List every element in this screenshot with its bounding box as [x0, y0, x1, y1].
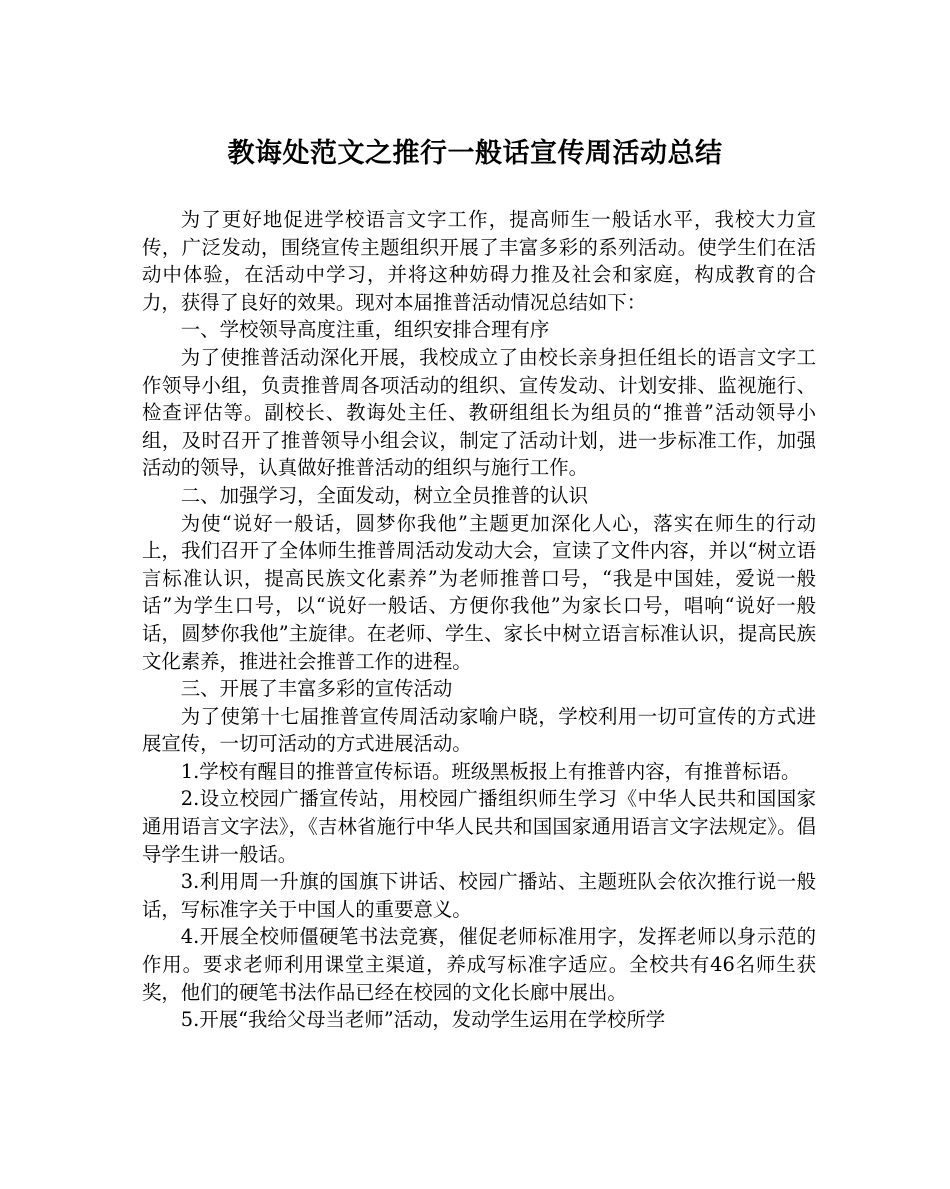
- paragraph-section-2: 为使“说好一般话，圆梦你我他”主题更加深化人心，落实在师生的行动上，我们召开了全体师生推普周活动发动大会，宣读了文件内容，并以“树立语言标准认识，提高民族文化素养”为老师推普口号，“我是中国娃，爱说一般话”为学生口号，以“说好一般话、方便你我他”为家长口号，唱响“说好一般话，圆梦你我他”主旋律。在老师、学生、家长中树立语言标准认识，提高民族文化素养，推进社会推普工作的进程。: [142, 511, 816, 673]
- list-item-5: 5.开展“我给父母当老师”活动，发动学生运用在学校所学: [180, 1008, 666, 1032]
- list-item-2: 2.设立校园广播宣传站，用校园广播组织师生学习《中华人民共和国国家通用语言文字法》，《吉林省施行中华人民共和国国家通用语言文字法规定》。倡导学生讲一般话。: [142, 787, 816, 866]
- paragraph-section-3: 为了使第十七届推普宣传周活动家喻户晓，学校利用一切可宣传的方式进展宣传，一切可活动的方式进展活动。: [142, 704, 816, 756]
- paragraph-intro: 为了更好地促进学校语言文字工作，提高师生一般话水平，我校大力宣传，广泛发动，围绕宣传主题组织开展了丰富多彩的系列活动。使学生们在活动中体验，在活动中学习，并将这种妨碍力推及社会和家庭，构成教育的合力，获得了良好的效果。现对本届推普活动情况总结如下：: [142, 208, 816, 314]
- document-title: 教诲处范文之推行一般话宣传周活动总结: [227, 138, 723, 169]
- list-item-1: 1.学校有醒目的推普宣传标语。班级黑板报上有推普内容，有推普标语。: [180, 759, 801, 783]
- section-heading-2: 二、加强学习，全面发动，树立全员推普的认识: [180, 483, 588, 507]
- document-body: [142, 206, 816, 1034]
- list-item-4: 4.开展全校师僵硬笔书法竞赛，催促老师标准用字，发挥老师以身示范的作用。要求老师利用课堂主渠道，养成写标准字适应。全校共有46名师生获奖，他们的硬笔书法作品已经在校园的文化长廊中展出。: [142, 925, 816, 1004]
- paragraph-section-1: 为了使推普活动深化开展，我校成立了由校长亲身担任组长的语言文字工作领导小组，负责推普周各项活动的组织、宣传发动、计划安排、监视施行、检查评估等。副校长、教诲处主任、教研组组长为组员的“推普”活动领导小组，及时召开了推普领导小组会议，制定了活动计划，进一步标准工作，加强活动的领导，认真做好推普活动的组织与施行工作。: [142, 345, 816, 480]
- section-heading-3: 三、开展了丰富多彩的宣传活动: [180, 677, 453, 701]
- list-item-3: 3.利用周一升旗的国旗下讲话、校园广播站、主题班队会依次推行说一般话，写标准字关于中国人的重要意义。: [142, 870, 816, 921]
- section-heading-1: 一、学校领导高度注重，组织安排合理有序: [180, 318, 550, 342]
